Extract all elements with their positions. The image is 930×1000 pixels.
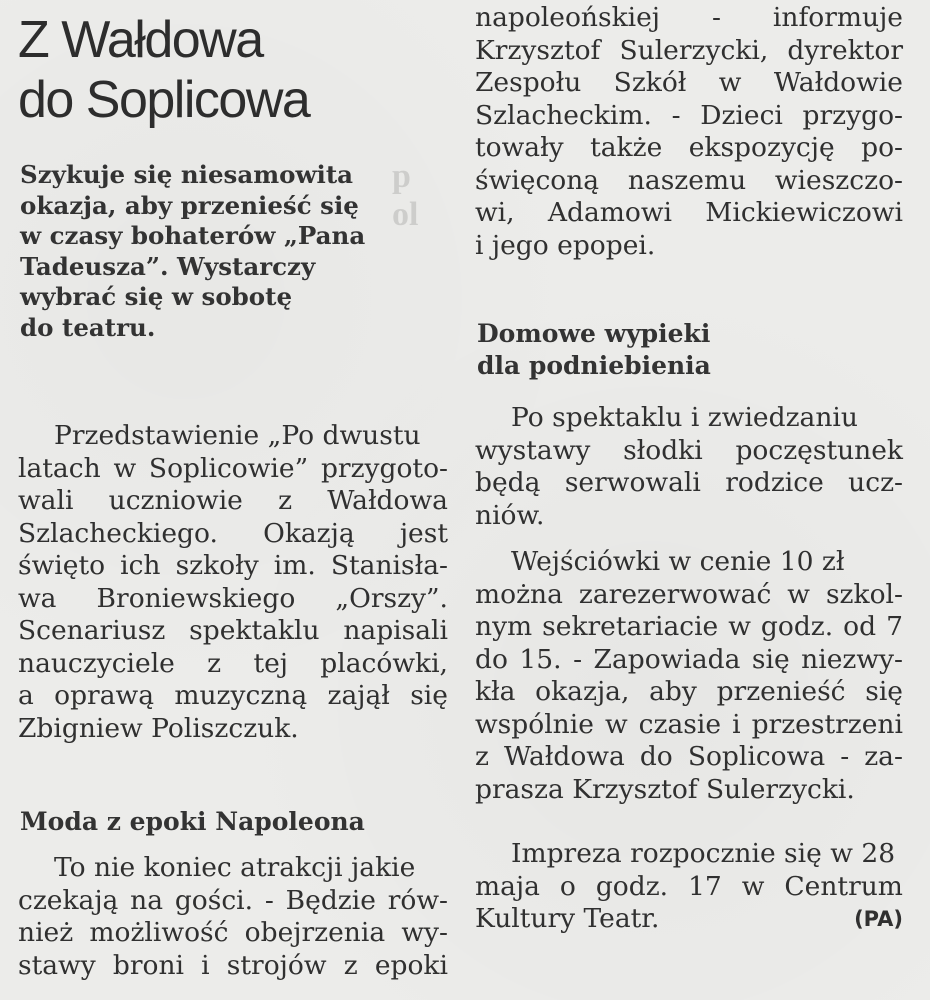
- word: w: [604, 708, 628, 740]
- text-span: Kultury Teatr.: [475, 903, 660, 934]
- word: okazja,: [535, 676, 630, 707]
- text-line: niów.: [475, 499, 545, 531]
- text-line: [18, 917, 448, 950]
- word: latach: [18, 452, 101, 484]
- text-span: To nie koniec atrakcji jakie: [54, 852, 416, 883]
- subheading-line: Domowe wypieki: [477, 319, 711, 348]
- lead-line: Tadeusza”. Wystarczy: [20, 251, 316, 281]
- word: Wałdowa: [504, 741, 625, 772]
- word: tej: [253, 647, 288, 679]
- paragraph-refreshments: [475, 402, 903, 532]
- word: z: [278, 485, 293, 516]
- text-line: [475, 546, 903, 579]
- word: rów-: [387, 884, 448, 916]
- text-line: [18, 583, 448, 616]
- text-line: [475, 644, 903, 677]
- word: a: [18, 680, 34, 711]
- word: wa: [18, 582, 57, 614]
- text-line: [18, 420, 448, 453]
- word: w: [113, 452, 137, 484]
- word: uczniowie: [108, 485, 243, 516]
- author-signature: (PA): [854, 907, 903, 931]
- word: jest: [399, 517, 448, 549]
- word: się: [410, 680, 448, 711]
- text-line: [475, 100, 903, 133]
- word: Szlacheckim.: [475, 99, 652, 131]
- word: Będzie: [285, 884, 376, 916]
- word: broni: [112, 949, 184, 981]
- word: -: [671, 99, 681, 131]
- word: placówki,: [320, 647, 448, 679]
- paragraph-intro: [18, 420, 448, 745]
- word: o: [559, 870, 576, 902]
- word: gości.: [174, 884, 254, 916]
- word: z: [475, 741, 489, 772]
- word: na: [130, 884, 164, 916]
- subheading: [477, 318, 711, 382]
- word: Sulerzycki,: [619, 34, 769, 66]
- word: -: [573, 643, 583, 675]
- word: możliwość: [89, 917, 229, 948]
- word: wy-: [401, 917, 448, 948]
- text-line: [18, 453, 448, 486]
- word: Krzysztof: [475, 34, 601, 66]
- word: ekspozycję: [688, 132, 835, 163]
- word: Stanisła-: [330, 550, 448, 581]
- word: napisali: [343, 615, 448, 646]
- title-line: Z Wałdowa: [18, 11, 263, 69]
- word: przygo-: [802, 99, 903, 131]
- word: także: [590, 132, 663, 163]
- lead-line: do teatru.: [20, 312, 156, 342]
- word: z: [343, 949, 358, 981]
- word: Zapowiada: [593, 643, 741, 675]
- text-line: [475, 67, 903, 100]
- word: słodki: [623, 434, 703, 466]
- word: ich: [120, 550, 161, 581]
- word: 17: [688, 870, 722, 902]
- title-line: do Soplicowa: [18, 71, 310, 129]
- word: Zespołu: [475, 67, 582, 98]
- lead-line: wybrać się w sobotę: [20, 282, 293, 311]
- text-line: [475, 467, 903, 500]
- text-line: [475, 611, 903, 644]
- text-line: [475, 132, 903, 165]
- text-line: [475, 402, 903, 435]
- word: szkoły: [175, 550, 259, 581]
- word: Soplicowie”: [148, 452, 309, 484]
- text-line: [18, 648, 448, 681]
- word: -: [264, 884, 274, 916]
- word: święconą: [475, 164, 600, 196]
- text-line: i jego epopei.: [475, 229, 656, 261]
- word: Okazją: [263, 517, 355, 549]
- word: przenieść: [716, 676, 846, 707]
- word: -: [711, 2, 721, 33]
- word: nauczyciele: [18, 647, 175, 679]
- subheading: Moda z epoki Napoleona: [20, 807, 365, 836]
- text-line: [18, 680, 448, 713]
- word: muzyczną: [174, 680, 308, 711]
- text-line: [475, 709, 903, 742]
- text-line: [475, 838, 903, 871]
- word: z: [207, 647, 222, 679]
- text-line: [475, 165, 903, 198]
- text-line: [475, 435, 903, 468]
- word: poczęstunek: [735, 434, 903, 466]
- paragraph-tickets: [475, 546, 903, 806]
- word: Adamowi: [547, 197, 672, 228]
- text-span: Wejściówki w cenie 10 zł: [511, 546, 845, 577]
- word: będą: [475, 467, 541, 498]
- word: Wałdowa: [327, 485, 448, 516]
- article-lead: [20, 160, 420, 343]
- word: napoleońskiej: [475, 2, 660, 33]
- subheading-line: dla podniebienia: [477, 351, 711, 380]
- bleed-through-text: ol: [392, 196, 419, 233]
- word: stawy: [18, 949, 96, 981]
- word: w: [718, 67, 742, 98]
- word: w: [728, 611, 751, 642]
- word: Broniewskiego: [96, 582, 296, 614]
- word: przestrzeni: [751, 708, 903, 740]
- word: nym: [475, 611, 533, 642]
- word: do: [639, 741, 673, 772]
- text-line: [18, 485, 448, 518]
- text-line: Zbigniew Poliszczuk.: [18, 712, 299, 744]
- word: nież: [18, 917, 74, 948]
- text-line: [475, 35, 903, 68]
- word: epoki: [374, 949, 448, 981]
- word: się: [751, 643, 790, 675]
- word: dyrektor: [787, 34, 903, 66]
- text-span: Po spektaklu i zwiedzaniu: [511, 402, 858, 433]
- text-line: [475, 197, 903, 230]
- word: święto: [18, 550, 106, 581]
- word: czekają: [18, 884, 119, 916]
- word: do: [475, 643, 508, 675]
- word: „Orszy”.: [335, 582, 448, 614]
- word: Scenariusz: [18, 615, 166, 646]
- word: szkol-: [825, 578, 903, 610]
- text-line: [475, 871, 903, 904]
- word: można: [475, 578, 563, 610]
- word: wspólnie: [475, 708, 594, 740]
- word: 15.: [519, 643, 562, 675]
- text-line: [18, 615, 448, 648]
- word: maja: [475, 870, 540, 902]
- word: rodzice: [725, 467, 824, 498]
- word: sekretariacie: [542, 611, 719, 642]
- word: informuje: [772, 2, 903, 33]
- word: niezwy-: [801, 643, 903, 675]
- word: oprawą: [54, 680, 155, 711]
- word: Centrum: [784, 870, 903, 902]
- text-line: [18, 550, 448, 583]
- article-title: [18, 10, 309, 130]
- word: wali: [18, 485, 74, 516]
- word: Szkół: [613, 67, 687, 98]
- word: Mickiewiczowi: [705, 197, 903, 228]
- word: wieszczo-: [774, 164, 903, 196]
- text-line: [18, 852, 448, 885]
- word: i: [201, 949, 210, 981]
- word: w: [741, 870, 765, 902]
- word: zajął: [327, 680, 390, 711]
- text-line: [18, 885, 448, 918]
- text-line: [475, 676, 903, 709]
- bleed-through-text: p: [392, 158, 411, 195]
- word: godz.: [595, 870, 669, 902]
- paragraph-event: [475, 838, 903, 936]
- word: godz.: [760, 611, 834, 642]
- text-line: [18, 518, 448, 551]
- word: obejrzenia: [244, 917, 386, 948]
- word: spektaklu: [189, 615, 320, 646]
- word: po-: [861, 132, 903, 163]
- text-line: [475, 2, 903, 35]
- lead-line: Szykuje się niesamowita: [20, 160, 354, 189]
- word: w: [787, 578, 810, 610]
- word: i: [732, 708, 741, 740]
- word: towały: [475, 132, 564, 163]
- word: aby: [649, 676, 697, 707]
- text-line: prasza Krzysztof Sulerzycki.: [475, 773, 855, 805]
- word: się: [865, 676, 903, 707]
- paragraph-fashion: [18, 852, 448, 982]
- word: czasie: [638, 708, 722, 740]
- text-line: [475, 579, 903, 612]
- word: -: [840, 741, 850, 772]
- lead-line: okazja, aby przenieść się: [20, 190, 359, 220]
- word: od: [843, 611, 877, 642]
- text-line: [475, 903, 903, 936]
- text-span: Przedstawienie „Po dwustu: [54, 420, 421, 451]
- paragraph-exhibition: [475, 2, 903, 262]
- word: 7: [886, 611, 903, 642]
- word: Szlacheckiego.: [18, 517, 218, 549]
- word: strojów: [226, 949, 327, 981]
- word: naszemu: [627, 164, 747, 196]
- text-line: [475, 741, 903, 774]
- text-span: Impreza rozpocznie się w 28: [511, 838, 896, 869]
- lead-line: w czasy bohaterów „Pana: [20, 221, 366, 250]
- word: serwowali: [564, 467, 701, 498]
- word: kła: [475, 676, 516, 707]
- word: wystawy: [475, 434, 591, 466]
- word: im.: [273, 550, 316, 581]
- word: za-: [864, 741, 903, 772]
- word: Dzieci: [700, 99, 783, 131]
- word: zarezerwować: [578, 578, 772, 610]
- text-line: [18, 950, 448, 983]
- word: ucz-: [848, 467, 903, 498]
- word: przygoto-: [320, 452, 448, 484]
- word: Soplicowa: [687, 741, 826, 772]
- word: wi,: [475, 197, 515, 228]
- word: Wałdowie: [773, 67, 903, 98]
